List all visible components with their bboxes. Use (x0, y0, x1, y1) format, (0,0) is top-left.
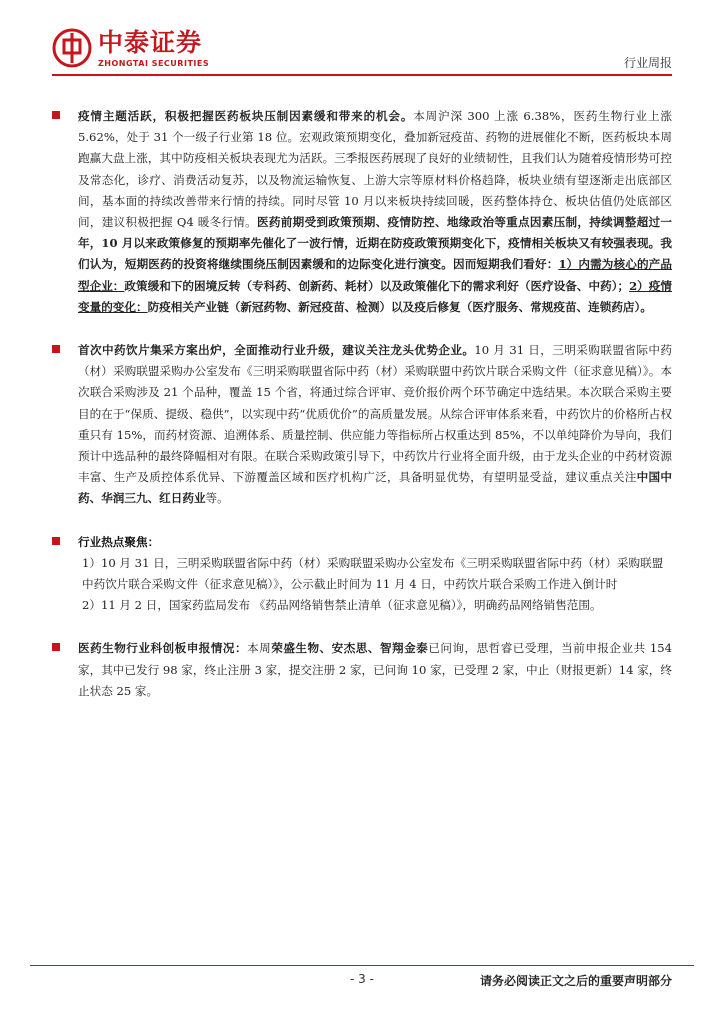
pick-1-text: 政策缓和下的困境反转（专科药、创新药、耗材）以及政策催化下的需求利好（医疗设备、中药）； (124, 278, 630, 293)
body-text: 本周沪深 300 上涨 6.38%，医药生物行业上涨 5.62%，处于 31 个一级子行业第 18 位。宏观政策预期变化，叠加新冠疫苗、药物的进展催化不断，医药板块本周跑赢大盘上涨，其中防疫相关板块表现尤为活跃。三季报医药展现了良好的业绩韧性，且我们认为随着疫情形势可控及常态化，诊疗、消费活动复苏，以及物流运输恢复、上游大宗等原材料价格趋降，板块业绩有望逐渐走出底部区间，基本面的持续改善带来行情的持续。同时尽管 10 月以来板块持续回暖，医药整体持仓、板块估值仍处底部区间，建议积极把握 Q4 暖冬行情。 (78, 109, 672, 230)
logo-name-en: ZHONGTAI SECURITIES (98, 59, 210, 68)
list-item: 2）11 月 2 日，国家药监局发布 《药品网络销售禁止清单（征求意见稿）》，明确药品网络销售范围。 (82, 598, 602, 613)
square-bullet-icon (52, 643, 60, 651)
section-tcm-procurement (52, 340, 672, 510)
square-bullet-icon (52, 345, 60, 353)
header-divider (52, 74, 672, 76)
paragraph (78, 340, 672, 510)
recommended-companies: 中国中药、华润三九、红日药业 (78, 470, 672, 506)
paragraph (78, 106, 672, 318)
pick-2-heading: 2）疫情变量的变化： (78, 278, 672, 314)
pick-1-heading: 1）内需为核心的产品型企业： (78, 257, 672, 293)
list-item: 1）10 月 31 日，三明采购联盟省际中药（材）采购联盟采购办公室发布《三明采购联盟省际中药（材）采购联盟中药饮片联合采购文件（征求意见稿）》，公示截止时间为 11 月 4 日，中药饮片联合采购工作进入倒计时 (82, 555, 664, 592)
logo-name-cn: 中泰证券 (98, 28, 203, 57)
body-text-end: 等。 (205, 491, 229, 506)
paragraph (78, 638, 672, 702)
body-text: 本周 (247, 641, 272, 656)
body-text-end: 已问询，思哲睿已受理，当前申报企业共 154 家，其中已发行 98 家，终止注册 3 家，提交注册 2 家，已问询 10 家，已受理 2 家，中止（财报更新）14 家，终止状态 25 家。 (78, 641, 672, 698)
emphasis-text: 医药前期受到政策预期、疫情防控、地缘政治等重点因素压制，持续调整超过一年，10 月以来政策修复的预期率先催化了一波行情，近期在防疫政策预期变化下，疫情相关板块又有较强表现。我们认为，短期医药的投资将继续围绕压制因素缓和的边际变化进行演变。因而短期我们看好： (78, 215, 672, 272)
section-industry-hotspots (52, 532, 672, 617)
body-text: 10 月 31 日，三明采购联盟省际中药（材）采购联盟采购办公室发布《三明采购联盟省际中药（材）采购联盟中药饮片联合采购文件（征求意见稿）》。本次联合采购涉及 21 个品种，覆盖 15 个省，将通过综合评审、竞价报价两个环节确定中选结果。本次联合采购主要目的在于“保质、提级、稳供”，以实现中药“优质优价”的高质量发展。从综合评审体系来看，中药饮片的价格所占权重只有 15%，而药材资源、追溯体系、质量控制、供应能力等指标所占权重达到 85%，不以单纯降价为导向，我们预计中选品种的最终降幅相对有限。在联合采购政策引导下，中药饮片行业将全面升级，由于龙头企业的中药材资源丰富、生产及质控体系优异、下游覆盖区域和医疗机构广泛，具备明显优势，有望明显受益，建议重点关注 (78, 343, 672, 485)
footer-divider (30, 965, 694, 966)
lead-sentence: 疫情主题活跃，积极把握医药板块压制因素缓和带来的机会。 (78, 109, 414, 123)
company-names: 荣盛生物、安杰思、智翔金泰 (271, 641, 429, 656)
report-type: 行业周报 (623, 56, 672, 70)
section-epidemic-theme (52, 106, 672, 318)
report-body (52, 106, 672, 724)
page-header (52, 26, 672, 74)
lead-sentence: 医药生物行业科创板申报情况： (78, 641, 248, 656)
section-title: 行业热点聚焦： (78, 534, 160, 549)
zhongtai-logo-icon (52, 28, 92, 68)
pick-2-text: 防疫相关产业链（新冠药物、新冠疫苗、检测）以及疫后修复（医疗服务、常规疫苗、连锁药店）。 (147, 299, 652, 314)
page-number: - 3 - (350, 972, 374, 986)
company-logo (52, 26, 252, 74)
lead-sentence: 首次中药饮片集采方案出炉，全面推动行业升级，建议关注龙头优势企业。 (78, 343, 475, 358)
disclaimer-text: 请务必阅读正文之后的重要声明部分 (479, 974, 672, 988)
square-bullet-icon (52, 111, 60, 119)
square-bullet-icon (52, 537, 60, 545)
section-star-market (52, 638, 672, 702)
